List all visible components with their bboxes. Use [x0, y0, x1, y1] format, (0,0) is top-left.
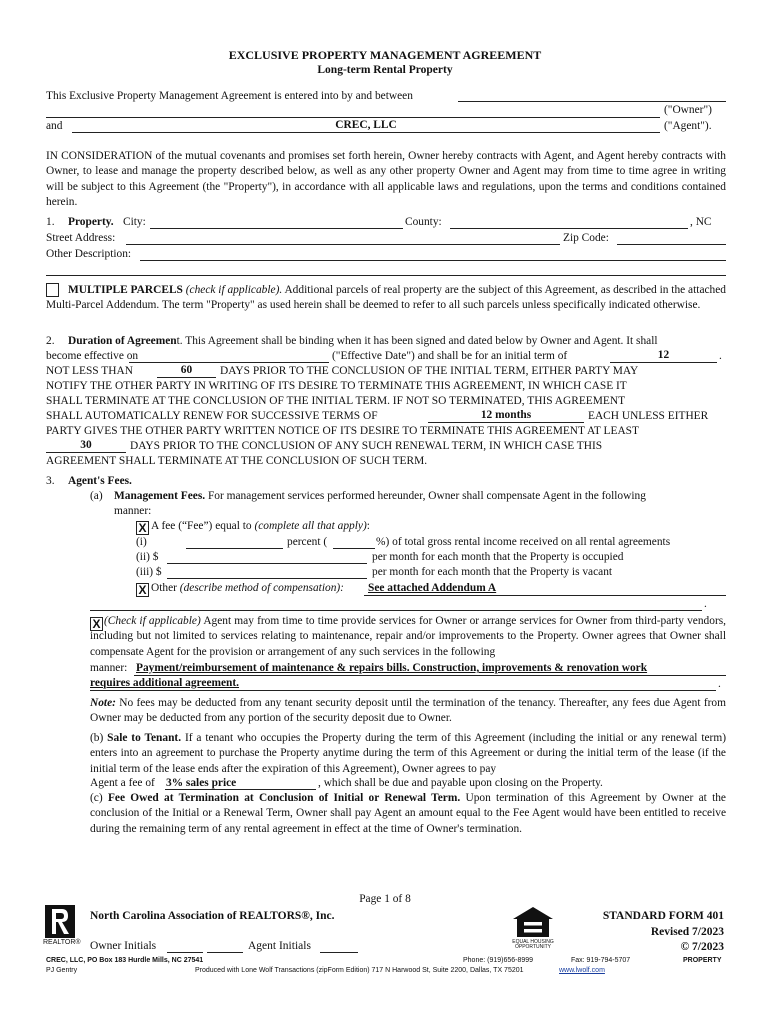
third-party-checkbox[interactable]: X — [90, 617, 103, 631]
sale-fee-value: 3% sales price — [166, 777, 237, 789]
manner-field-2[interactable] — [90, 690, 716, 691]
fee-line — [151, 520, 370, 532]
notice-days-field[interactable]: 60 — [157, 364, 216, 378]
owner-initials-label: Owner Initials — [90, 940, 157, 952]
effective-date-field[interactable] — [129, 362, 329, 363]
initial-term-field[interactable]: 12 — [610, 349, 717, 363]
effective-text: ("Effective Date") and shall be for an initial term of — [332, 350, 568, 362]
sale-fee-label: Agent a fee of — [90, 777, 155, 789]
vacant-fee-field[interactable] — [167, 578, 367, 579]
agent-suffix: ("Agent"). — [664, 120, 712, 132]
percent-value-field[interactable] — [333, 548, 375, 549]
intro-text: This Exclusive Property Management Agreement is entered into by and between — [46, 90, 413, 102]
note-text: No fees may be deducted from any tenant security deposit until the termination of the tenancy. Thereafter, any fees due Agent from Owner may be deducted from any portion of the security deposit due to Owner. — [90, 697, 726, 725]
lone-wolf-link[interactable]: www.lwolf.com — [559, 967, 605, 974]
management-fees-text: For management services performed hereunder, Owner shall compensate Agent in the following — [207, 490, 646, 502]
initial-term-period: . — [719, 350, 722, 362]
section2-line5: SHALL TERMINATE AT THE CONCLUSION OF THE INITIAL TERM. IF NOT SO TERMINATED, THIS AGREEMENT — [46, 395, 626, 407]
company-info: CREC, LLC, PO Box 183 Hurdle Mills, NC 27541 — [46, 957, 204, 964]
termination-fee-paragraph — [90, 791, 726, 837]
agent-name-footer: PJ Gentry — [46, 967, 78, 974]
manner-value-2: requires additional agreement. — [90, 677, 240, 689]
fee-label: A fee (“Fee”) equal to — [151, 520, 252, 532]
form-copyright: © 7/2023 — [680, 941, 724, 953]
fee-colon: : — [366, 520, 370, 532]
option-ii-label: (ii) $ — [136, 551, 159, 563]
manner-value-1: Payment/reimbursement of maintenance & repairs bills. Construction, improvements & renovation work — [136, 662, 648, 674]
county-field[interactable] — [450, 228, 688, 229]
section2-heading-line — [68, 335, 658, 347]
equal-housing-icon — [509, 905, 557, 941]
management-fees-heading: Management Fees. — [114, 490, 206, 502]
option-i-label: (i) — [136, 536, 147, 548]
option-i-mid: percent ( — [287, 536, 328, 548]
other-fee-field-2[interactable] — [90, 610, 702, 611]
subsection-c-label: (c) — [90, 792, 103, 804]
other-fee-period: . — [704, 598, 707, 610]
document-title: EXCLUSIVE PROPERTY MANAGEMENT AGREEMENT — [228, 48, 542, 62]
termination-fee-text: Upon termination of this Agreement by Owner at the conclusion of the Initial or a Renewal Term, Owner shall pay Agent an amount equal to the Fee Agent would have been entitled to receive during the remaining term of any rental agreement in effect at the time of Owner's termination. — [90, 792, 726, 835]
sale-to-tenant-heading: Sale to Tenant. — [107, 732, 182, 744]
section2-line9: AGREEMENT SHALL TERMINATE AT THE CONCLUSION OF SUCH TERM. — [46, 455, 428, 467]
realtor-logo — [45, 905, 75, 938]
section2-line7: PARTY GIVES THE OTHER PARTY WRITTEN NOTICE OF ITS DESIRE TO TERMINATE THIS AGREEMENT AT LEAST — [46, 425, 639, 437]
form-number: STANDARD FORM 401 — [602, 910, 724, 922]
section2-line6b: EACH UNLESS EITHER — [588, 410, 709, 422]
association-name: North Carolina Association of REALTORS®, Inc. — [90, 910, 335, 922]
occupied-fee-field[interactable] — [167, 563, 367, 564]
sale-fee-text: , which shall be due and payable upon closing on the Property. — [318, 777, 603, 789]
fee-checkbox[interactable]: X — [136, 521, 149, 535]
manner-field-1[interactable] — [134, 675, 726, 676]
percent-field[interactable] — [186, 548, 283, 549]
document-subtitle: Long-term Rental Property — [317, 64, 453, 76]
section1-heading: Property. — [68, 216, 114, 228]
multiple-parcels-text: Additional parcels of real property are the subject of this Agreement, as described in the attached Multi-Parcel Addendum. The term "Property" as used herein shall be deemed to refer to all such parcels unless specifically indicated otherwise. — [46, 284, 727, 312]
sale-to-tenant-paragraph — [90, 731, 726, 777]
owner-initials-field-2[interactable] — [207, 952, 243, 953]
option-ii-text: per month for each month that the Property is occupied — [372, 551, 624, 563]
other-description-field-2[interactable] — [46, 275, 726, 276]
other-description-label: Other Description: — [46, 248, 132, 260]
subsection-a-label: (a) — [90, 490, 103, 502]
section1-number: 1. — [46, 216, 55, 228]
subsection-b-label: (b) — [90, 732, 104, 744]
section2-number: 2. — [46, 335, 55, 347]
state-label: , NC — [690, 216, 712, 228]
section2-text: t. This Agreement shall be binding when it has been signed and dated below by Owner and Agent. It shall — [176, 335, 658, 347]
realtor-r-icon — [45, 905, 75, 938]
multiple-parcels-heading: MULTIPLE PARCELS — [68, 284, 183, 296]
county-label: County: — [405, 216, 442, 228]
page-number: Page 1 of 8 — [359, 893, 411, 905]
consideration-paragraph: IN CONSIDERATION of the mutual covenants and promises set forth herein, Owner hereby contracts with Agent, and Agent hereby contracts with Owner, to lease and manage the property described below, as well as any other property Owner and Agent may from time to time agree in writing will be subject to this Agreement (the "Property"), in accordance with all applicable laws and regulations, upon the terms and conditions contained herein. — [46, 150, 726, 209]
not-less-than-label: NOT LESS THAN — [46, 365, 133, 377]
subsection-a-line — [114, 490, 646, 502]
street-label: Street Address: — [46, 232, 116, 244]
sale-to-tenant-text: If a tenant who occupies the Property during the term of this Agreement (including the initial or any renewal term) enters into an agreement to purchase the Property anytime during the term of this Agreement or during the initial term of the lease (if the initial term of the lease ends after the expiration of this Agreement), Owner agrees to pay — [90, 732, 726, 775]
other-fee-label: Other — [151, 582, 177, 594]
form-revised: Revised 7/2023 — [650, 926, 724, 938]
notice-text: DAYS PRIOR TO THE CONCLUSION OF THE INITIAL TERM, EITHER PARTY MAY — [220, 365, 639, 377]
manner-text: manner: — [114, 505, 152, 517]
equal-housing-logo — [509, 905, 557, 950]
street-field[interactable] — [126, 244, 560, 245]
realtor-logo-label: REALTOR® — [43, 939, 81, 946]
sale-fee-field[interactable] — [165, 789, 316, 790]
effective-label: become effective on — [46, 350, 139, 362]
agent-name-field[interactable]: CREC, LLC — [72, 119, 660, 133]
section3-heading: Agent's Fees. — [68, 475, 132, 487]
agent-initials-field[interactable] — [320, 952, 358, 953]
section3-number: 3. — [46, 475, 55, 487]
third-party-text: Agent may from time to time provide services for Owner or arrange services for Owner from third-party vendors, including but not limited to services relating to maintenance, repair and/or improvements to the Property. Owner agrees that Owner shall compensate Agent for the provision or arrangement of any such services in the following — [90, 615, 727, 658]
owner-name-field-2[interactable] — [46, 117, 660, 118]
multiple-parcels-hint: (check if applicable). — [185, 284, 283, 296]
other-fee-line — [151, 582, 344, 594]
option-iii-label: (iii) $ — [136, 566, 162, 578]
other-fee-value: See attached Addendum A — [368, 582, 497, 594]
section2-line4: NOTIFY THE OTHER PARTY IN WRITING OF ITS DESIRE TO TERMINATE THIS AGREEMENT, IN WHICH CASE IT — [46, 380, 627, 392]
city-field[interactable] — [150, 228, 403, 229]
company-fax: Fax: 919-794-5707 — [571, 957, 631, 964]
option-iii-text: per month for each month that the Property is vacant — [372, 566, 613, 578]
equal-housing-text: EQUAL HOUSING OPPORTUNITY — [512, 939, 554, 950]
note-label: Note: — [90, 697, 116, 709]
section2-line6a: SHALL AUTOMATICALLY RENEW FOR SUCCESSIVE TERMS OF — [46, 410, 378, 422]
third-party-paragraph — [90, 614, 726, 660]
other-description-field-1[interactable] — [140, 260, 726, 261]
and-label: and — [46, 120, 63, 132]
owner-initials-field-1[interactable] — [167, 952, 203, 953]
multiple-parcels-paragraph — [46, 283, 726, 314]
note-paragraph — [90, 696, 726, 727]
third-party-hint: (Check if applicable) — [104, 615, 201, 627]
fee-hint: (complete all that apply) — [254, 520, 367, 532]
city-label: City: — [123, 216, 146, 228]
renewal-days-field[interactable]: 30 — [46, 439, 126, 453]
zip-label: Zip Code: — [563, 232, 609, 244]
zip-field[interactable] — [617, 244, 726, 245]
manner-label: manner: — [90, 662, 128, 674]
other-fee-checkbox[interactable]: X — [136, 583, 149, 597]
renewal-term-field[interactable]: 12 months — [428, 409, 584, 423]
owner-suffix: ("Owner") — [664, 104, 712, 116]
section2-heading: Duration of Agreemen — [68, 335, 177, 347]
manner-period: . — [718, 678, 721, 690]
option-i-text: %) of total gross rental income received on all rental agreements — [376, 536, 671, 548]
document-name: PROPERTY — [683, 957, 722, 964]
produced-with: Produced with Lone Wolf Transactions (zipForm Edition) 717 N Harwood St, Suite 2200, Dallas, TX 75201 — [195, 967, 524, 974]
other-fee-hint: (describe method of compensation): — [179, 582, 344, 594]
termination-fee-heading: Fee Owed at Termination at Conclusion of Initial or Renewal Term. — [107, 792, 461, 804]
owner-name-field-1[interactable] — [458, 101, 726, 102]
other-fee-field[interactable] — [364, 595, 726, 596]
section2-line8: DAYS PRIOR TO THE CONCLUSION OF ANY SUCH RENEWAL TERM, IN WHICH CASE THIS — [130, 440, 603, 452]
company-phone: Phone: (919)656-8999 — [463, 957, 534, 964]
agent-initials-label: Agent Initials — [248, 940, 311, 952]
